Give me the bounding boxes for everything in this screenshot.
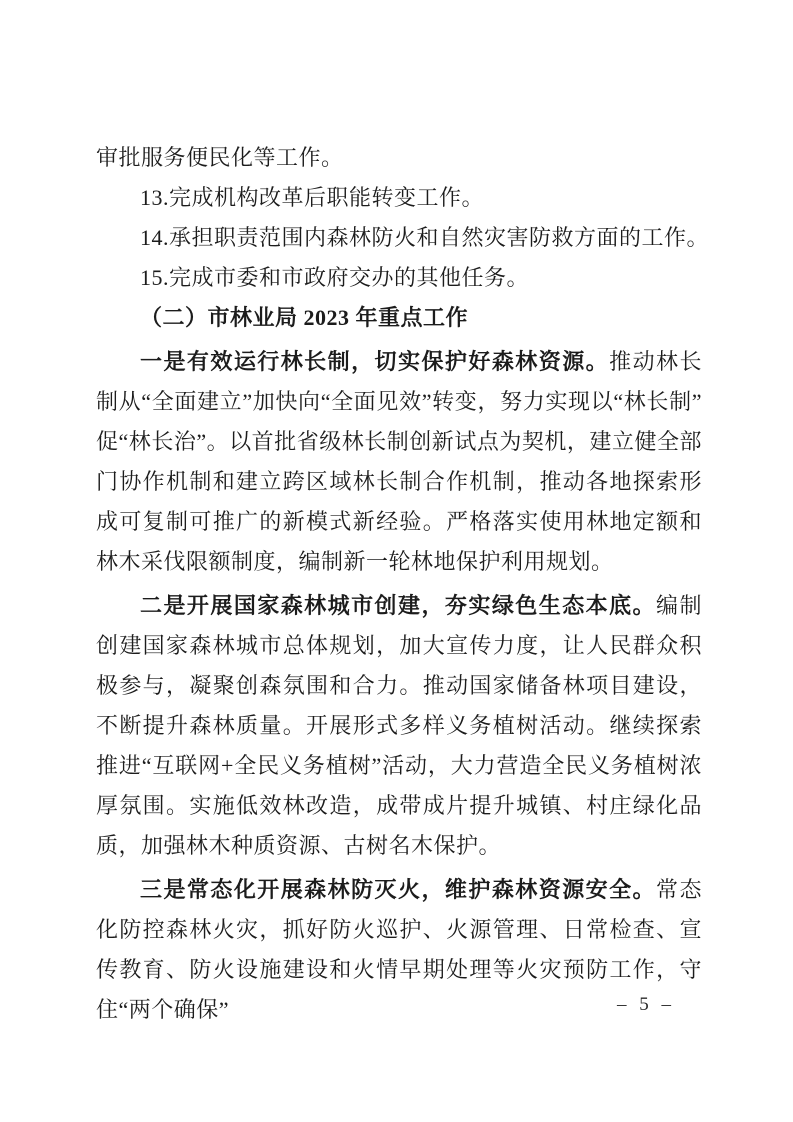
paragraph-1-text: 推动林长制从“全面建立”加快向“全面见效”转变，努力实现以“林长制”促“林长治”。以首批省级林长制创新试点为契机，建立健全部门协作机制和建立跨区域林长制合作机制，推动各地探索形成可复制可推广的新模式新经验。严格落实使用林地定额和林木采伐限额制度，编制新一轮林地保护利用规划。 (96, 349, 702, 574)
list-item-13: 13.完成机构改革后职能转变工作。 (140, 185, 485, 210)
list-item-14: 14.承担职责范围内森林防火和自然灾害防救方面的工作。 (140, 225, 710, 250)
paragraph-2-lead: 二是开展国家森林城市创建，夯实绿色生态本底。 (140, 593, 657, 618)
paragraph-continuation-line: 审批服务便民化等工作。 (96, 145, 344, 170)
paragraph-3 (96, 870, 702, 1030)
paragraph-2-text: 编制创建国家森林城市总体规划，加大宣传力度，让人民群众积极参与，凝聚创森氛围和合力。推动国家储备林项目建设，不断提升森林质量。开展形式多样义务植树活动。继续探索推进“互联网+全民义务植树”活动，大力营造全民义务植树浓厚氛围。实施低效林改造，成带成片提升城镇、村庄绿化品质，加强林木种质资源、古树名木保护。 (96, 593, 702, 858)
paragraph-2 (96, 586, 702, 866)
paragraph-1 (96, 342, 702, 582)
page-number: – 5 – (617, 994, 675, 1015)
section-heading: （二）市林业局 2023 年重点工作 (140, 305, 469, 330)
paragraph-1-lead: 一是有效运行林长制，切实保护好森林资源。 (140, 349, 610, 374)
paragraph-3-text: 常态化防控森林火灾，抓好防火巡护、火源管理、日常检查、宣传教育、防火设施建设和火情早期处理等火灾预防工作，守住“两个确保” (96, 877, 702, 1022)
list-item-15: 15.完成市委和市政府交办的其他任务。 (140, 265, 530, 290)
paragraph-3-lead: 三是常态化开展森林防灭火，维护森林资源安全。 (140, 877, 657, 902)
document-body (96, 138, 710, 1030)
